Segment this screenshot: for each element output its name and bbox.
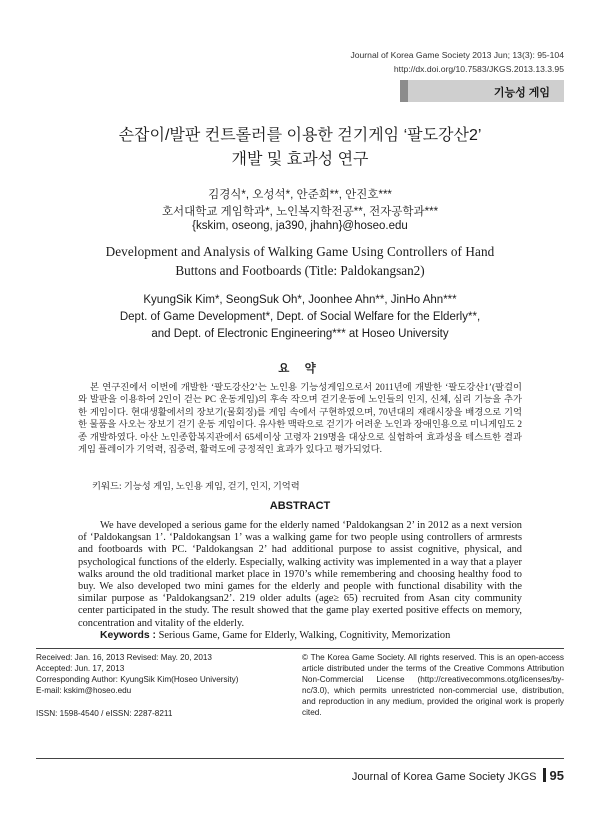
- abstract-korean-body: 본 연구진에서 이번에 개발한 ‘팔도강산2’는 노인용 기능성게임으로서 2011년에 개발한 ‘팔도강산1’(팔걸이와 발판을 이용하여 2인이 걷는 PC 운동게임)의 후속 작으며 걷기운동에 노인들의 인지, 신체, 심리 기능을 추가한 게임이다. 현대생활에서의 장보기(물회징)를 게임 속에서 구현하였으며, 70년대의 재래시장을 배경으로 기억한 물품을 사오는 장보기 걷기 운동 게임이다. 유사한 맥락으로 걷기가 어려운 노인과 장애인용으로 미니게임도 2종 개발하였다. 아산 노인종합복지관에서 65세이상 고령자 219명을 대상으로 실험하여 효과성을 테스트한 결과 게임 플레이가 기억력, 집중력, 활력도에 긍정적인 효과가 있다고 평가되었다.: [78, 383, 522, 456]
- authors-english: KyungSik Kim*, SeongSuk Oh*, Joonhee Ahn**, JinHo Ahn***: [143, 294, 457, 306]
- page-footer-bar: [543, 768, 546, 782]
- received-date: Received: Jan. 16, 2013 Revised: May. 20, 2013: [36, 653, 212, 662]
- keywords-english-list: Serious Game, Game for Elderly, Walking, Cognitivity, Memorization: [158, 630, 451, 641]
- issn: ISSN: 1598-4540 / eISSN: 2287-8211: [36, 709, 173, 718]
- title-english-line2: Buttons and Footboards (Title: Paldokangsan2): [175, 263, 425, 278]
- submission-info: [36, 652, 286, 719]
- category-label: 기능성 게임: [493, 87, 550, 99]
- category-badge: [400, 80, 564, 102]
- affiliation-korean: 호서대학교 게임학과*, 노인복지학전공**, 전자공학과***: [161, 206, 439, 218]
- license-notice: © The Korea Game Society. All rights reserved. This is an open-access article distributed under the terms of the Creative Commons Attribution Non-Commercial License (http://creativecommons.otg/licenses/by-nc/3.0), which permits unrestricted non-commercial use, distribution, and reproduction in any medium, provided the original work is properly cited.: [302, 653, 564, 717]
- affiliation-english-line1: Dept. of Game Development*, Dept. of Social Welfare for the Elderly**,: [119, 311, 481, 323]
- abstract-korean-heading: 요 약: [278, 363, 322, 375]
- abstract-english-heading: ABSTRACT: [269, 500, 331, 512]
- journal-citation: Journal of Korea Game Society 2013 Jun; 13(3): 95-104: [350, 50, 564, 60]
- page-footer-divider: [36, 758, 564, 759]
- footer-divider: [36, 648, 564, 649]
- affiliation-english-line2: and Dept. of Electronic Engineering*** at Hoseo University: [151, 328, 449, 340]
- authors-korean: 김경식*, 오성석*, 안준희**, 안진호***: [208, 189, 392, 201]
- corresponding-author: Corresponding Author: KyungSik Kim(Hoseo University): [36, 675, 239, 684]
- author-emails: {kskim, oseong, ja390, jhahn}@hoseo.edu: [192, 220, 408, 232]
- keywords-korean: 키워드: 기능성 게임, 노인용 게임, 걷기, 인지, 기억력: [92, 482, 300, 492]
- title-korean-line2: 개발 및 효과성 연구: [231, 151, 369, 168]
- page-number: 95: [549, 768, 564, 783]
- title-english-line1: Development and Analysis of Walking Game Using Controllers of Hand: [105, 244, 495, 259]
- abstract-english-body: We have developed a serious game for the elderly named ‘Paldokangsan 2’ in 2012 as a next version of ‘Paldokangsan 1’. ‘Paldokangsan 1’ was a walking game for two people using controllers of armrests and footboards with PC. ‘Paldokangsan 2’ had additional purpose to assist cognitive, physical, and psychological functions of the elderly. Especially, walking activity was implemented in a way that a player walks around the old traditional market place in 1970’s while remembering and choosing healthy food to buy. We also developed two mini games for the elderly and people with functional disability with the similar purpose as ‘Paldokangsan2’. 219 older adults (age≥ 65) recruited from Asan city community center participated in the study. The result showed that the game play exerted positive effects on memory, concentration and vitality of the elderly.: [78, 520, 522, 629]
- accepted-date: Accepted: Jun. 17, 2013: [36, 664, 125, 673]
- page-footer-journal: Journal of Korea Game Society JKGS: [351, 771, 537, 783]
- keywords-english-label: Keywords :: [100, 630, 157, 641]
- doi-link[interactable]: http://dx.doi.org/10.7583/JKGS.2013.13.3.95: [393, 64, 564, 74]
- corresponding-email[interactable]: E-mail: kskim@hoseo.edu: [36, 686, 132, 695]
- title-korean-line1: 손잡이/발판 컨트롤러를 이용한 걷기게임 ‘팔도강산2’: [118, 127, 482, 144]
- keywords-english: [100, 630, 450, 641]
- page-footer: [352, 768, 564, 783]
